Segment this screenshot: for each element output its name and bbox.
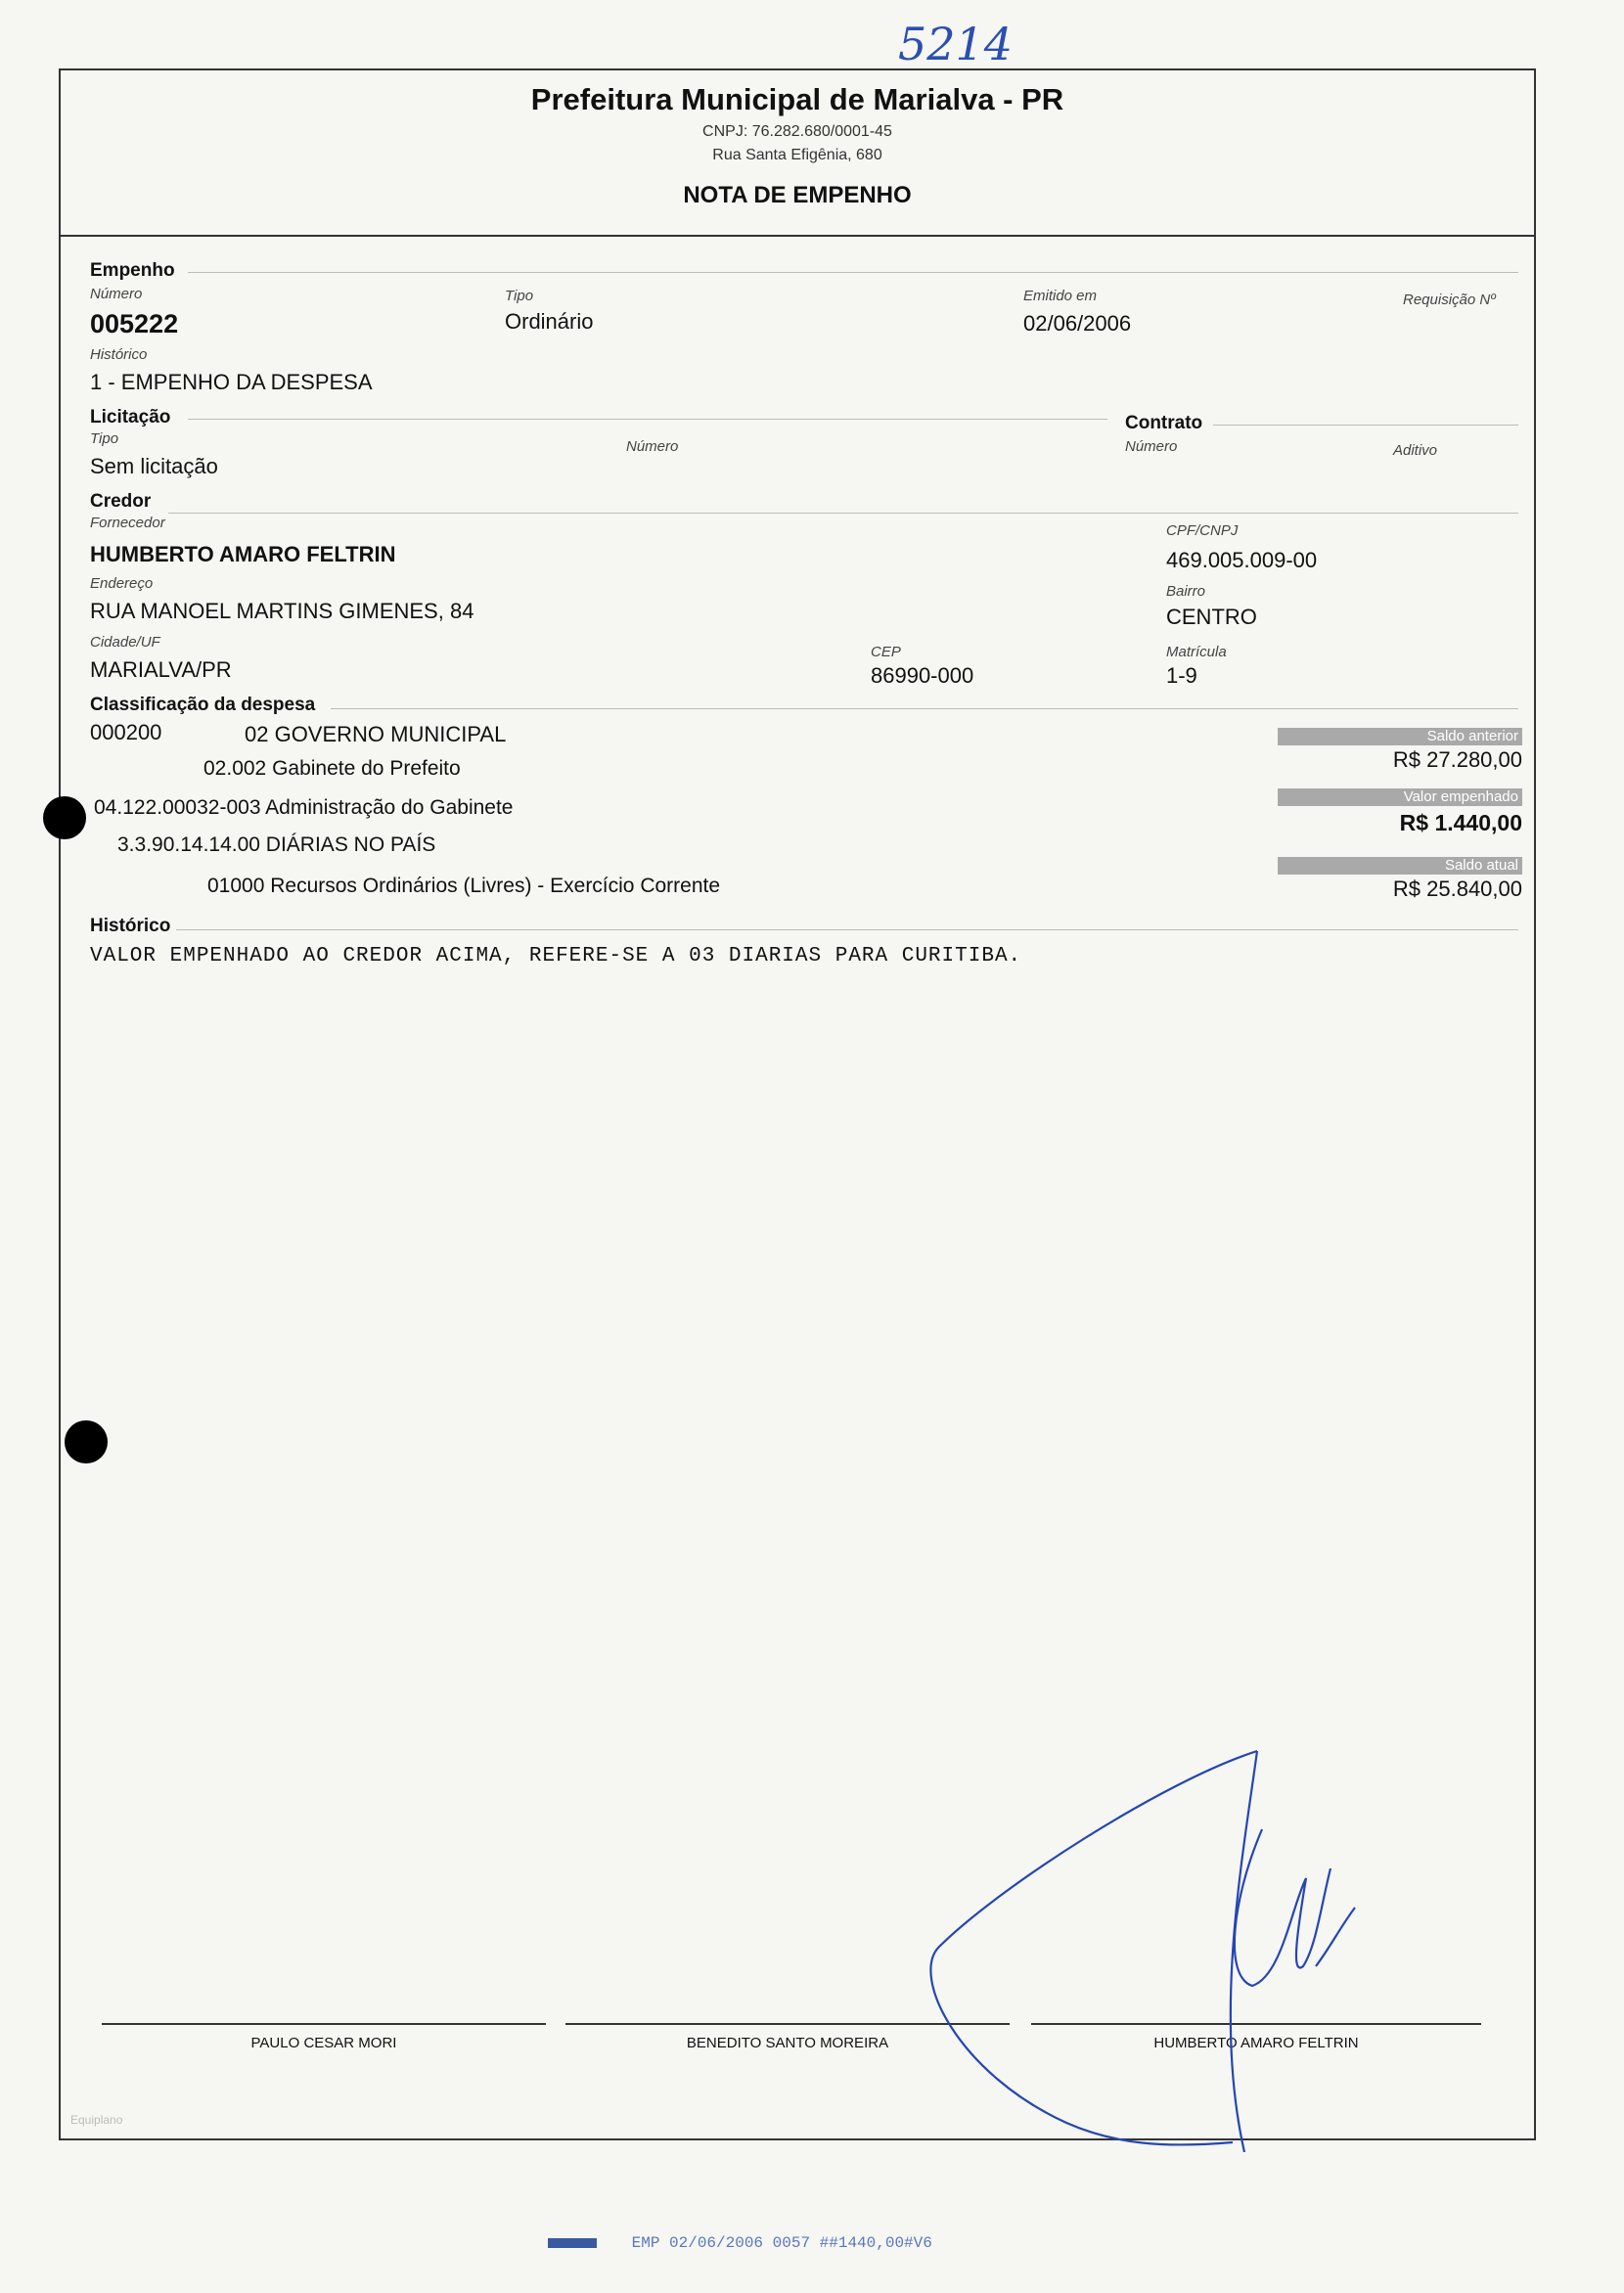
municipality-title: Prefeitura Municipal de Marialva - PR bbox=[530, 82, 1064, 116]
empenho-historico: 1 - EMPENHO DA DESPESA bbox=[90, 370, 373, 394]
stamp-text: EMP 02/06/2006 0057 ##1440,00#V6 bbox=[631, 2234, 932, 2252]
header-divider bbox=[59, 235, 1536, 237]
protocol-stamp bbox=[548, 2234, 932, 2252]
endereco-value: RUA MANOEL MARTINS GIMENES, 84 bbox=[90, 599, 474, 623]
endereco-label: Endereço bbox=[90, 575, 154, 592]
bairro-value: CENTRO bbox=[1166, 605, 1257, 629]
handwritten-page-mark: 5214 bbox=[898, 18, 1014, 70]
contrato-section-label: Contrato bbox=[1125, 413, 1203, 433]
document-title: NOTA DE EMPENHO bbox=[683, 182, 912, 208]
historico-text: VALOR EMPENHADO AO CREDOR ACIMA, REFERE-SE A 03 DIARIAS PARA CURITIBA. bbox=[90, 945, 1022, 967]
classificacao-funcional: 04.122.00032-003 Administração do Gabinete bbox=[94, 796, 514, 819]
handwritten-signature bbox=[920, 1741, 1370, 2152]
cnpj-text: CNPJ: 76.282.680/0001-45 bbox=[702, 123, 892, 140]
empenho-emitido-date: 02/06/2006 bbox=[1023, 311, 1132, 336]
historico-rule bbox=[176, 929, 1518, 930]
software-footer-text: Equiplano bbox=[70, 2113, 123, 2127]
credor-section-label: Credor bbox=[90, 491, 152, 512]
cep-label: CEP bbox=[871, 644, 901, 660]
empenho-section-label: Empenho bbox=[90, 260, 175, 281]
matricula-value: 1-9 bbox=[1166, 663, 1197, 688]
saldo-anterior-label: Saldo anterior bbox=[1278, 728, 1522, 745]
classificacao-section-label: Classificação da despesa bbox=[90, 695, 316, 715]
cpf-value: 469.005.009-00 bbox=[1166, 548, 1318, 572]
saldo-atual-label: Saldo atual bbox=[1278, 857, 1522, 875]
fornecedor-name: HUMBERTO AMARO FELTRIN bbox=[90, 542, 396, 566]
valor-empenhado-label: Valor empenhado bbox=[1278, 788, 1522, 806]
empenho-tipo-label: Tipo bbox=[505, 288, 534, 304]
cidade-value: MARIALVA/PR bbox=[90, 657, 232, 682]
signature-name-2: BENEDITO SANTO MOREIRA bbox=[686, 2035, 889, 2051]
licitacao-tipo-label: Tipo bbox=[90, 430, 119, 447]
cidade-label: Cidade/UF bbox=[90, 634, 160, 651]
classificacao-rule bbox=[331, 708, 1518, 709]
licitacao-section-label: Licitação bbox=[90, 407, 171, 427]
bairro-label: Bairro bbox=[1166, 583, 1206, 600]
signature-name-3: HUMBERTO AMARO FELTRIN bbox=[1153, 2035, 1359, 2051]
punch-hole-bottom bbox=[65, 1420, 108, 1463]
licitacao-numero-label: Número bbox=[626, 438, 679, 455]
fornecedor-label: Fornecedor bbox=[90, 515, 165, 531]
cep-value: 86990-000 bbox=[871, 663, 974, 688]
signature-line-1 bbox=[102, 2023, 546, 2025]
empenho-historico-label: Histórico bbox=[90, 346, 148, 363]
saldo-anterior-value: R$ 27.280,00 bbox=[1392, 747, 1522, 772]
empenho-rule bbox=[188, 272, 1518, 273]
empenho-numero: 005222 bbox=[90, 309, 179, 338]
valor-empenhado-value: R$ 1.440,00 bbox=[1399, 810, 1522, 835]
contrato-numero-label: Número bbox=[1125, 438, 1178, 455]
address-text: Rua Santa Efigênia, 680 bbox=[712, 147, 882, 163]
matricula-label: Matrícula bbox=[1166, 644, 1227, 660]
licitacao-tipo: Sem licitação bbox=[90, 454, 218, 478]
empenho-tipo: Ordinário bbox=[505, 309, 594, 334]
contrato-rule bbox=[1213, 425, 1518, 426]
requisicao-label: Requisição Nº bbox=[1403, 292, 1496, 308]
contrato-aditivo-label: Aditivo bbox=[1393, 442, 1438, 459]
stamp-logo bbox=[548, 2238, 597, 2248]
saldo-atual-value: R$ 25.840,00 bbox=[1392, 877, 1522, 901]
classificacao-unidade: 02.002 Gabinete do Prefeito bbox=[203, 757, 461, 780]
empenho-numero-label: Número bbox=[90, 286, 143, 302]
punch-hole-top bbox=[43, 796, 86, 839]
classificacao-orgao: 02 GOVERNO MUNICIPAL bbox=[245, 722, 507, 746]
cpf-label: CPF/CNPJ bbox=[1166, 522, 1239, 539]
signature-name-1: PAULO CESAR MORI bbox=[250, 2035, 397, 2051]
classificacao-elemento: 3.3.90.14.14.00 DIÁRIAS NO PAÍS bbox=[117, 833, 436, 856]
empenho-emitido-label: Emitido em bbox=[1023, 288, 1098, 304]
classificacao-code: 000200 bbox=[90, 720, 162, 744]
historico-section-label: Histórico bbox=[90, 916, 171, 936]
credor-rule bbox=[168, 513, 1518, 514]
licitacao-rule bbox=[188, 419, 1107, 420]
classificacao-recurso: 01000 Recursos Ordinários (Livres) - Exercício Corrente bbox=[207, 875, 721, 897]
